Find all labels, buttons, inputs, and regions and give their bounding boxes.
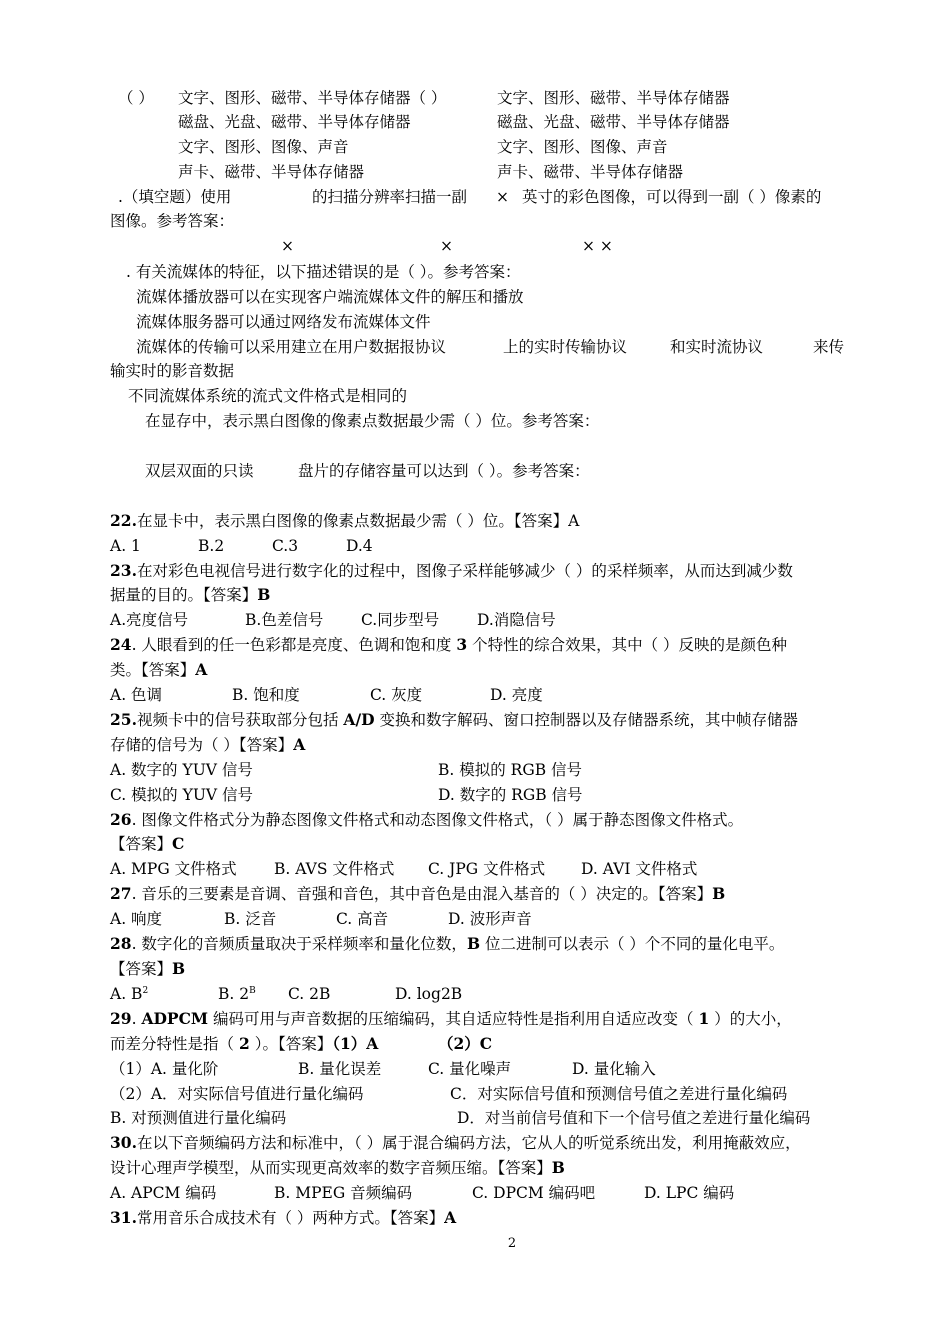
q24-option-d: D. 亮度 bbox=[490, 686, 543, 704]
q27-option-a: A. 响度 bbox=[110, 910, 163, 928]
question-29-line2: 而差分特性是指（ 2 ）。【答案】（1）A bbox=[110, 1034, 379, 1053]
option-row-1-left: 文字、图形、磁带、半导体存储器（ ） bbox=[178, 89, 447, 107]
fill-question-b: 的扫描分辨率扫描一副 bbox=[312, 188, 468, 206]
stream-option-3a: 流媒体的传输可以采用建立在用户数据报协议 bbox=[136, 338, 447, 356]
q29-opt1-c: C. 量化噪声 bbox=[428, 1060, 512, 1078]
page-number: 2 bbox=[507, 1236, 517, 1251]
dvd-question-a: 双层双面的只读 bbox=[145, 462, 254, 480]
q29-opt2-b: B. 对预测值进行量化编码 bbox=[110, 1109, 287, 1127]
question-26-line2: 【答案】C bbox=[110, 834, 185, 853]
question-24-line2: 类。【答案】A bbox=[110, 660, 208, 679]
answer-times-1: × bbox=[281, 237, 294, 255]
q28-option-a: A. $B^2$ bbox=[110, 985, 149, 1003]
option-row-4-left: 声卡、磁带、半导体存储器 bbox=[178, 163, 365, 181]
question-23-line2: 据量的目的。【答案】B bbox=[110, 585, 271, 604]
answer-times-2: × bbox=[440, 237, 453, 255]
q27-option-b: B. 泛音 bbox=[224, 910, 277, 928]
question-23-line1: 23.在对彩色电视信号进行数字化的过程中，图像子采样能够减少（ ）的采样频率，从而达到减少数 bbox=[110, 561, 793, 580]
q25-option-a: A. 数字的 YUV 信号 bbox=[110, 761, 253, 779]
q26-option-d: D. AVI 文件格式 bbox=[581, 860, 698, 878]
q29-opt2-a: （2）A．对实际信号值进行量化编码 bbox=[110, 1085, 364, 1103]
question-25-line2: 存储的信号为（ ）【答案】A bbox=[110, 735, 306, 754]
question-29-answer-2: （2）C bbox=[438, 1034, 493, 1053]
option-row-4-right: 声卡、磁带、半导体存储器 bbox=[497, 163, 684, 181]
stream-option-4: 不同流媒体系统的流式文件格式是相同的 bbox=[128, 387, 408, 405]
q29-opt2-d: D．对当前信号值和下一个信号值之差进行量化编码 bbox=[457, 1109, 811, 1127]
q24-option-a: A. 色调 bbox=[110, 686, 163, 704]
stream-option-2: 流媒体服务器可以通过网络发布流媒体文件 bbox=[136, 313, 431, 331]
option-row-3-right: 文字、图形、图像、声音 bbox=[497, 138, 668, 156]
dvd-question-b: 盘片的存储容量可以达到（ ）。参考答案： bbox=[298, 462, 590, 480]
question-31: 31.常用音乐合成技术有（ ）两种方式。【答案】A bbox=[110, 1208, 457, 1227]
q23-option-a: A.亮度信号 bbox=[110, 611, 189, 629]
question-26-line1: 26. 图像文件格式分为静态图像文件格式和动态图像文件格式，（ ）属于静态图像文件格式。 bbox=[110, 810, 744, 829]
q28-option-c: C. 2B bbox=[288, 985, 331, 1003]
fill-question-d: 英寸的彩色图像，可以得到一副（ ）像素的 bbox=[522, 188, 822, 206]
fill-question-times: × bbox=[496, 188, 509, 206]
q25-option-b: B. 模拟的 RGB 信号 bbox=[438, 761, 583, 779]
q29-opt2-c: C．对实际信号值和预测信号值之差进行量化编码 bbox=[450, 1085, 788, 1103]
q25-option-d: D. 数字的 RGB 信号 bbox=[438, 786, 583, 804]
stream-question: . 有关流媒体的特征，以下描述错误的是（ ）。参考答案： bbox=[126, 263, 521, 281]
option-paren: （ ） bbox=[118, 89, 154, 107]
option-row-2-right: 磁盘、光盘、磁带、半导体存储器 bbox=[497, 113, 730, 131]
q22-option-d: D.4 bbox=[346, 537, 373, 555]
answer-times-3: × × bbox=[582, 237, 613, 255]
stream-option-3-cont: 输实时的影音数据 bbox=[110, 362, 235, 380]
fill-question-cont: 图像。参考答案： bbox=[110, 212, 235, 230]
option-row-3-left: 文字、图形、图像、声音 bbox=[178, 138, 349, 156]
stream-option-3b: 上的实时传输协议 bbox=[503, 338, 628, 356]
q30-option-a: A. APCM 编码 bbox=[110, 1184, 217, 1202]
q28-option-d: D. log2B bbox=[395, 985, 463, 1003]
question-29-line1: 29. ADPCM 编码可用与声音数据的压缩编码，其自适应特性是指利用自适应改变（ 1 ）的大小， bbox=[110, 1009, 792, 1028]
q27-option-d: D. 波形声音 bbox=[448, 910, 532, 928]
q30-option-d: D. LPC 编码 bbox=[644, 1184, 735, 1202]
question-25-line1: 25.视频卡中的信号获取部分包括 A/D 变换和数字解码、窗口控制器以及存储器系统，其中帧存储器 bbox=[110, 710, 799, 729]
q30-option-b: B. MPEG 音频编码 bbox=[274, 1184, 413, 1202]
q24-option-b: B. 饱和度 bbox=[232, 686, 300, 704]
q25-option-c: C. 模拟的 YUV 信号 bbox=[110, 786, 254, 804]
question-30-line2: 设计心理声学模型，从而实现更高效率的数字音频压缩。【答案】B bbox=[110, 1158, 565, 1177]
q23-option-b: B.色差信号 bbox=[245, 611, 324, 629]
q22-option-a: A. 1 bbox=[110, 537, 141, 555]
q24-option-c: C. 灰度 bbox=[370, 686, 423, 704]
question-30-line1: 30.在以下音频编码方法和标准中，（ ）属于混合编码方法，它从人的听觉系统出发，利用掩蔽效应， bbox=[110, 1133, 801, 1152]
q23-option-d: D.消隐信号 bbox=[477, 611, 556, 629]
q26-option-a: A. MPG 文件格式 bbox=[110, 860, 237, 878]
q29-opt1-a: （1）A. 量化阶 bbox=[110, 1060, 219, 1078]
q26-option-c: C. JPG 文件格式 bbox=[428, 860, 546, 878]
q29-opt1-d: D. 量化输入 bbox=[572, 1060, 656, 1078]
q29-opt1-b: B. 量化误差 bbox=[298, 1060, 382, 1078]
stream-option-3d: 来传 bbox=[813, 338, 845, 356]
q22-option-c: C.3 bbox=[272, 537, 299, 555]
q23-option-c: C.同步型号 bbox=[361, 611, 440, 629]
option-row-2-left: 磁盘、光盘、磁带、半导体存储器 bbox=[178, 113, 411, 131]
q30-option-c: C. DPCM 编码吧 bbox=[472, 1184, 596, 1202]
question-27: 27. 音乐的三要素是音调、音强和音色，其中音色是由混入基音的（ ）决定的。【答案】B bbox=[110, 884, 726, 903]
q26-option-b: B. AVS 文件格式 bbox=[274, 860, 395, 878]
stream-option-1: 流媒体播放器可以在实现客户端流媒体文件的解压和播放 bbox=[136, 288, 524, 306]
q22-option-b: B.2 bbox=[198, 537, 225, 555]
option-row-1-right: 文字、图形、磁带、半导体存储器 bbox=[497, 89, 730, 107]
question-28-line2: 【答案】B bbox=[110, 959, 186, 978]
mono-question: 在显存中，表示黑白图像的像素点数据最少需（ ）位。参考答案： bbox=[145, 412, 600, 430]
q27-option-c: C. 高音 bbox=[336, 910, 389, 928]
q28-option-b: B. $2^B$ bbox=[218, 985, 256, 1003]
fill-question-a: .（填空题）使用 bbox=[118, 188, 232, 206]
question-24-line1: 24. 人眼看到的任一色彩都是亮度、色调和饱和度 3 个特性的综合效果，其中（ ）反映的是颜色种 bbox=[110, 635, 788, 654]
question-28-line1: 28. 数字化的音频质量取决于采样频率和量化位数，B 位二进制可以表示（ ）个不同的量化电平。 bbox=[110, 934, 785, 953]
stream-option-3c: 和实时流协议 bbox=[670, 338, 764, 356]
question-22: 22.在显卡中，表示黑白图像的像素点数据最少需（ ）位。【答案】A bbox=[110, 511, 580, 530]
